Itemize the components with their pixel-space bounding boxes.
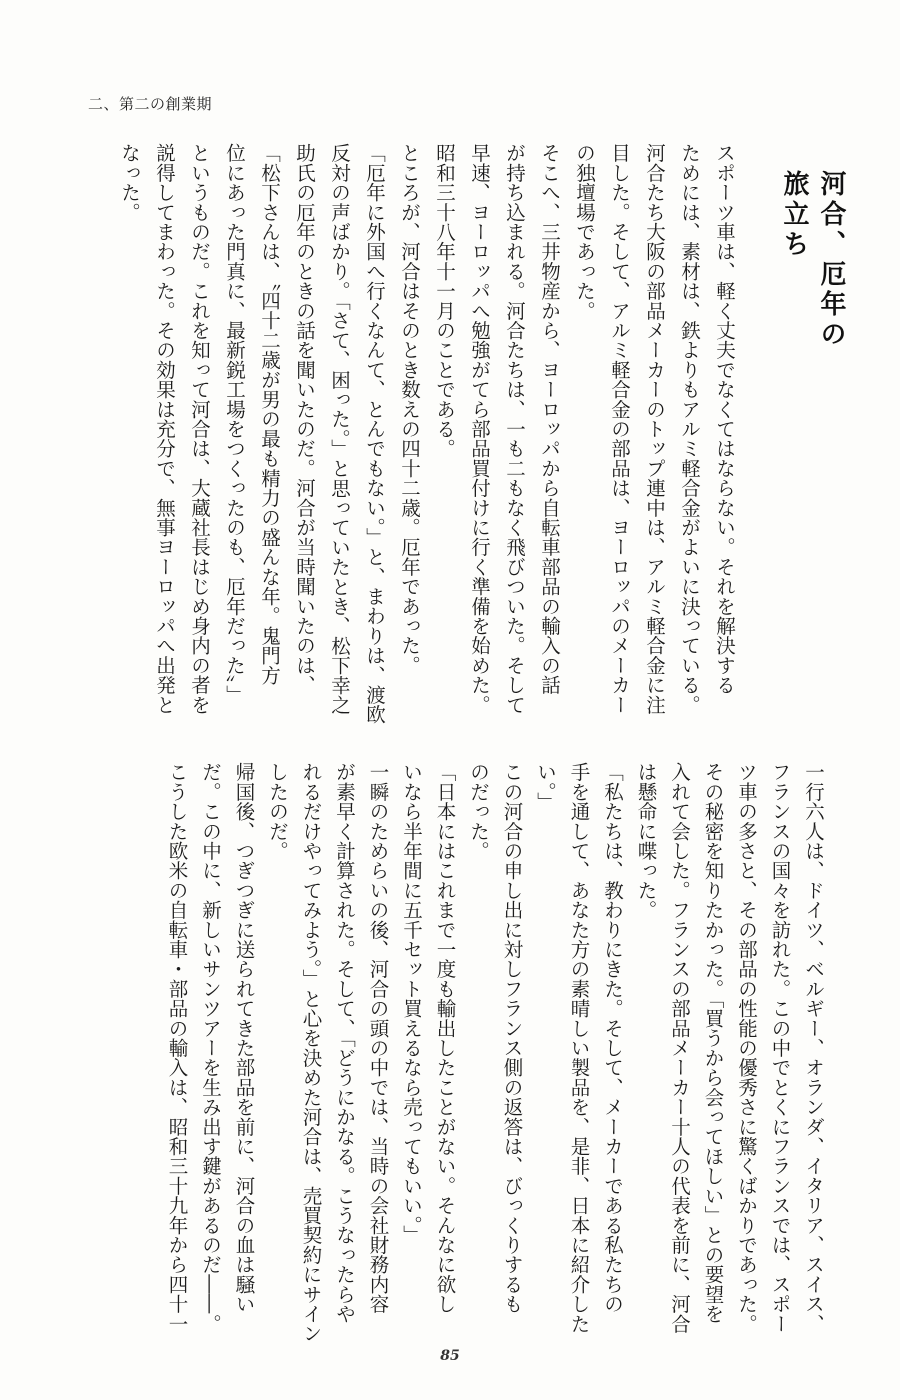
bottom-text-block xyxy=(160,762,830,1344)
text-line: 一行六人は、ドイツ、ベルギー、オランダ、イタリア、スイス、 xyxy=(802,762,825,1334)
text-line: なった。 xyxy=(118,143,141,222)
text-line: い。」 xyxy=(534,762,557,812)
text-line: 「日本にはこれまで一度も輸出したことがない。そんなに欲し xyxy=(433,762,457,1314)
text-line: 位にあった門真に、最新鋭工場をつくったのも、厄年だった〟」 xyxy=(223,143,246,705)
text-line: 「私たちは、教わりにきた。そして、メーカーである私たちの xyxy=(601,762,624,1314)
text-line: の独壇場であった。 xyxy=(573,143,596,321)
text-line: スポーツ車は、軽く丈夫でなくてはならない。それを解決する xyxy=(713,143,736,695)
text-line: が素早く計算された。そして、「どうにかなる。こうなったらや xyxy=(333,762,356,1324)
text-line: そこへ、三井物産から、ヨーロッパから自転車部品の輸入の話 xyxy=(538,143,561,695)
text-line: この河合の申し出に対しフランス側の返答は、びっくりするも xyxy=(500,762,524,1314)
text-line: れるだけやってみよう。」と心を決めた河合は、売買契約にサイン xyxy=(299,762,323,1344)
text-line: 手を通して、あなた方の素晴しい製品を、是非、日本に紹介した xyxy=(567,762,591,1334)
text-line: その秘密を知りたかった。「買うから会ってほしい」との要望を xyxy=(701,762,725,1324)
text-line: 説得してまわった。その効果は充分で、無事ヨーロッパへ出発と xyxy=(153,143,176,715)
text-line: 昭和三十八年十一月のことである。 xyxy=(433,143,456,459)
text-line: ためには、素材は、鉄よりもアルミ軽合金がよいに決っている。 xyxy=(678,143,701,715)
text-line: のだった。 xyxy=(467,762,490,861)
text-line: 目した。そして、アルミ軽合金の部品は、ヨーロッパのメーカー xyxy=(608,143,631,715)
top-text-block xyxy=(112,143,742,725)
text-line: ところが、河合はそのとき数えの四十二歳。厄年であった。 xyxy=(398,143,421,675)
text-line: ツ車の多さと、その部品の性能の優秀さに驚くばかりであった。 xyxy=(735,762,758,1334)
text-line: いなら半年間に五千セット買えるなら売ってもいい。」 xyxy=(400,762,423,1245)
text-line: 帰国後、つぎつぎに送られてきた部品を前に、河合の血は騒い xyxy=(232,762,256,1314)
text-line: 河合たち大阪の部品メーカーのトップ連中は、アルミ軽合金に注 xyxy=(643,143,666,715)
text-line: 「松下さんは、〝四十二歳が男の最も精力の盛んな年。鬼門方 xyxy=(258,143,281,685)
section-title: 河合、厄年の旅立ち xyxy=(779,170,846,350)
text-line: 一瞬のためらいの後、河合の頭の中では、当時の会社財務内容 xyxy=(366,762,390,1314)
text-line: は懸命に喋った。 xyxy=(634,762,658,920)
text-line: 反対の声ばかり。「さて、困った。」と思っていたとき、松下幸之 xyxy=(328,143,351,715)
text-line: が持ち込まれる。河合たちは、一も二もなく飛びついた。そして xyxy=(503,143,526,715)
text-line: こうした欧米の自転車・部品の輸入は、昭和三十九年から四十一 xyxy=(165,762,189,1334)
text-line: だ。この中に、新しいサンツアーを生み出す鍵があるのだ――。 xyxy=(199,762,222,1334)
text-line: したのだ。 xyxy=(266,762,289,861)
text-line: 助氏の厄年のときの話を聞いたのだ。河合が当時聞いたのは、 xyxy=(293,143,316,695)
text-line: 入れて会した。フランスの部品メーカー十人の代表を前に、河合 xyxy=(668,762,691,1334)
text-line: というものだ。これを知って河合は、大蔵社長はじめ身内の者を xyxy=(188,143,211,715)
text-line: フランスの国々を訪れた。この中でとくにフランスでは、スポー xyxy=(768,762,792,1334)
text-line: 「厄年に外国へ行くなんて、とんでもない。」と、まわりは、渡欧 xyxy=(363,143,386,725)
running-head: 二、第二の創業期 xyxy=(88,95,213,113)
text-line: 早速、ヨーロッパへ勉強がてら部品買付けに行く準備を始めた。 xyxy=(468,143,491,715)
page-number: 85 xyxy=(440,1348,460,1364)
